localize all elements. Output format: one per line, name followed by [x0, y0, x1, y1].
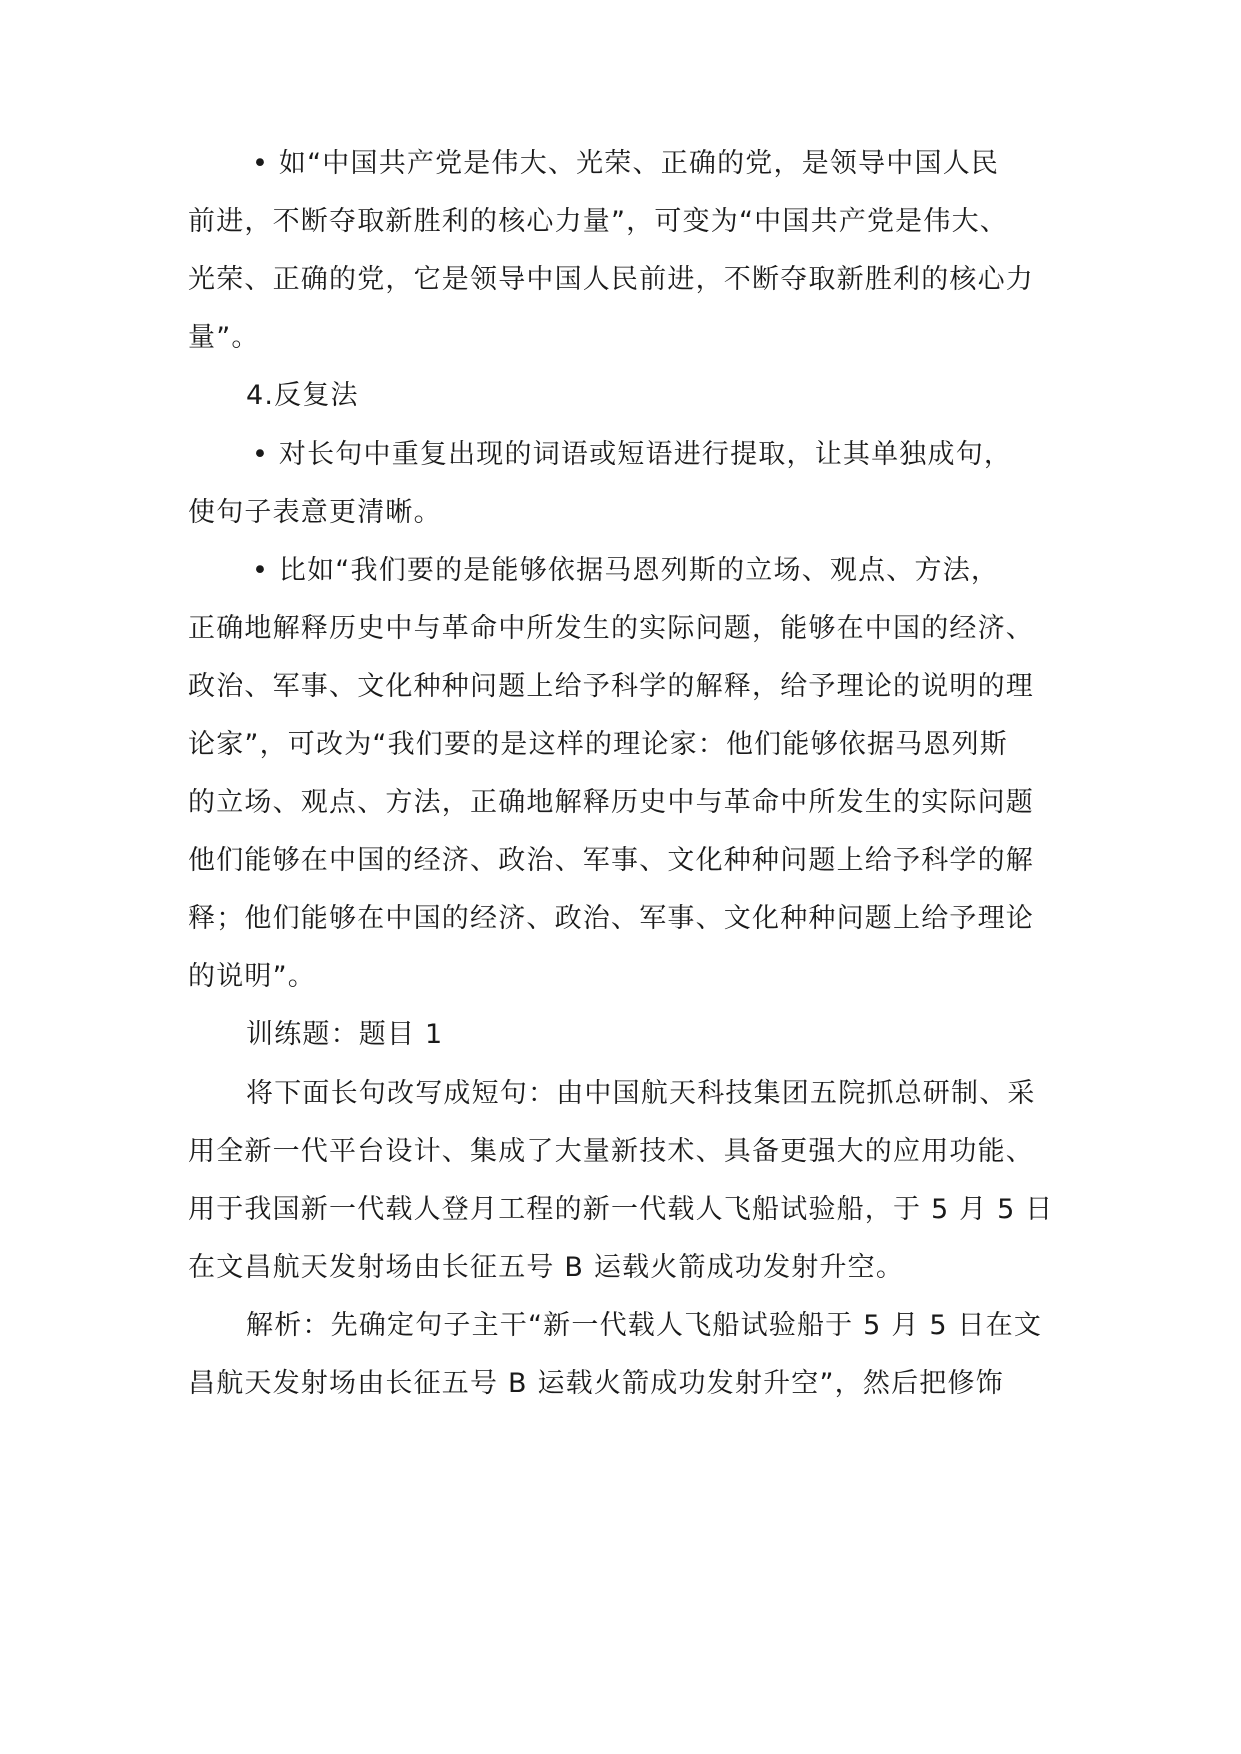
text-line: 昌航天发射场由长征五号 B 运载火箭成功发射升空”，然后把修饰	[188, 1368, 1004, 1399]
text-line: 用于我国新一代载人登月工程的新一代载人飞船试验船，于 5 月 5 日	[188, 1194, 1054, 1225]
text-line: 论家”，可改为“我们要的是这样的理论家：他们能够依据马恩列斯	[188, 729, 1008, 760]
text-line: 的说明”。	[188, 961, 316, 992]
text-line: 解析：先确定句子主干“新一代载人飞船试验船于 5 月 5 日在文	[246, 1310, 1043, 1341]
text-line: 正确地解释历史中与革命中所发生的实际问题，能够在中国的经济、	[188, 613, 1034, 644]
text-line: 释；他们能够在中国的经济、政治、军事、文化种种问题上给予理论	[188, 903, 1034, 934]
text-line: • 如“中国共产党是伟大、光荣、正确的党，是领导中国人民	[252, 148, 1000, 179]
text-line: 光荣、正确的党，它是领导中国人民前进，不断夺取新胜利的核心力	[188, 264, 1034, 295]
text-line: • 比如“我们要的是能够依据马恩列斯的立场、观点、方法，	[252, 555, 1000, 586]
text-line: • 对长句中重复出现的词语或短语进行提取，让其单独成句，	[252, 439, 1013, 470]
exercise-heading: 训练题：题目 1	[246, 1019, 444, 1050]
text-line: 量”。	[188, 322, 260, 353]
section-heading: 4.反复法	[246, 380, 359, 411]
text-line: 前进，不断夺取新胜利的核心力量”，可变为“中国共产党是伟大、	[188, 206, 1008, 237]
text-line: 使句子表意更清晰。	[188, 497, 442, 528]
text-line: 的立场、观点、方法，正确地解释历史中与革命中所发生的实际问题	[188, 787, 1034, 818]
text-line: 他们能够在中国的经济、政治、军事、文化种种问题上给予科学的解	[188, 845, 1034, 876]
text-line: 在文昌航天发射场由长征五号 B 运载火箭成功发射升空。	[188, 1252, 905, 1283]
text-line: 将下面长句改写成短句：由中国航天科技集团五院抓总研制、采	[246, 1078, 1036, 1109]
text-line: 政治、军事、文化种种问题上给予科学的解释，给予理论的说明的理	[188, 671, 1034, 702]
text-line: 用全新一代平台设计、集成了大量新技术、具备更强大的应用功能、	[188, 1136, 1034, 1167]
